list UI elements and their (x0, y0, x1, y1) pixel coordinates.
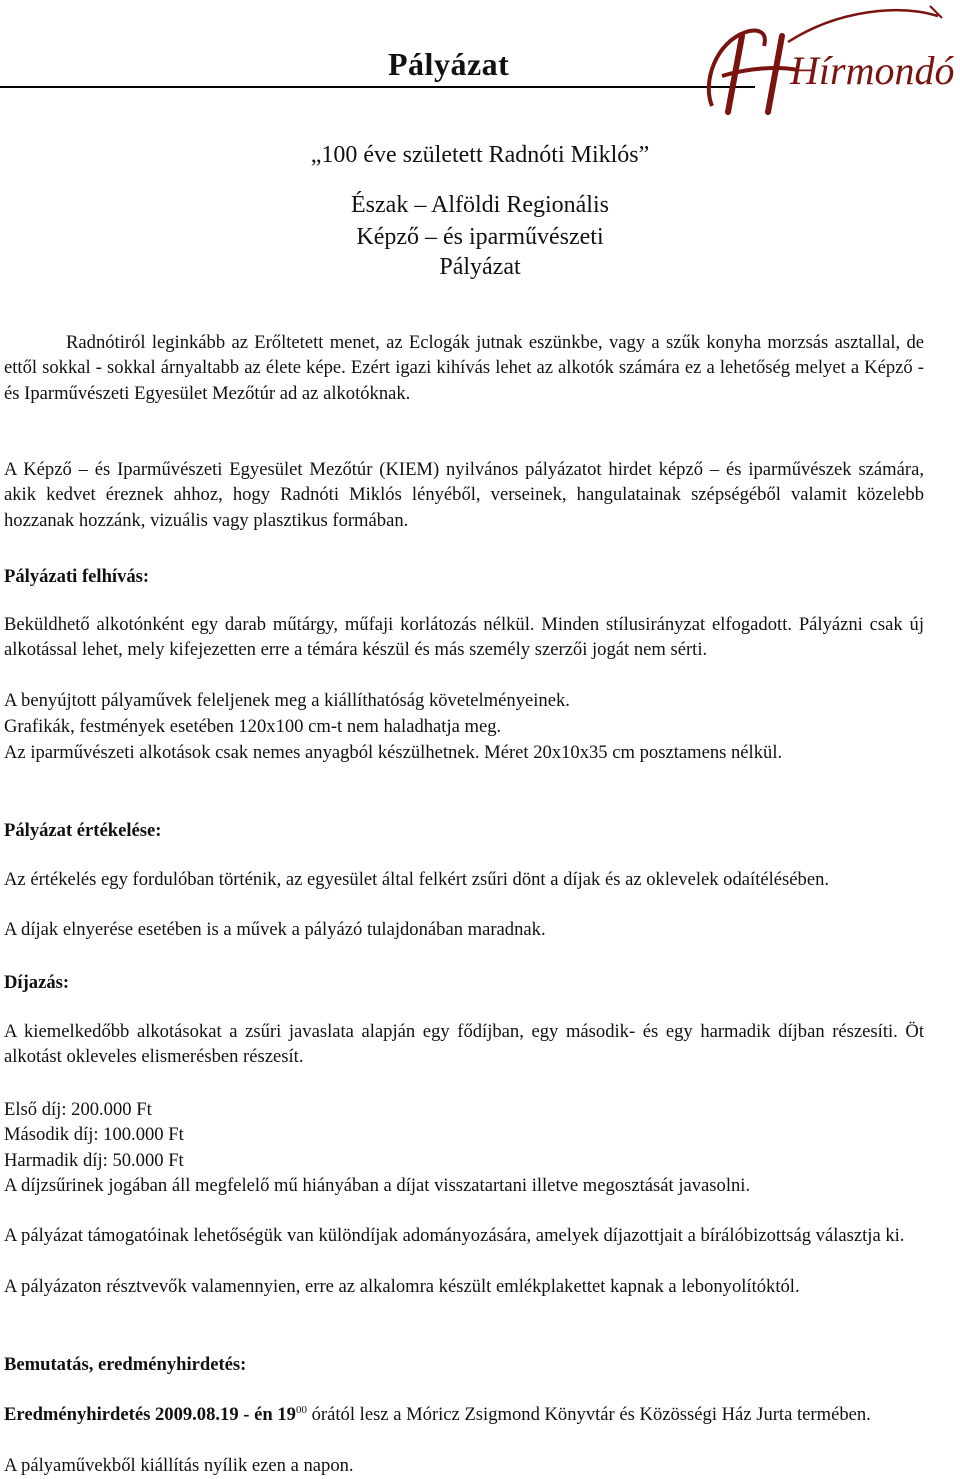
paragraph-requirements: A benyújtott pályaművek feleljenek meg a kiállíthatóság követelményeinek. (4, 690, 570, 711)
paragraph-applied-art: Az iparművészeti alkotások csak nemes anyagból készülhetnek. Méret 20x10x35 cm posztamens nélkül. (4, 742, 783, 763)
heading-call: Pályázati felhívás: (4, 566, 150, 587)
heading-prizes: Díjazás: (4, 972, 70, 993)
result-date-bold: Eredményhirdetés 2009.08.19 - én 19 (4, 1404, 296, 1425)
header-rule (0, 86, 755, 88)
logo-graphic (698, 2, 960, 130)
intro-title-3: Képző – és iparművészeti (356, 224, 604, 250)
intro-title-4: Pályázat (439, 254, 521, 280)
paragraph-prizes: A kiemelkedőbb alkotásokat a zsűri javaslata alapján egy fődíjban, egy második- és egy harmadik díjban részesíti. Öt alkotást okleveles elismerésben részesít. (4, 1021, 924, 1068)
intro-title-1: „100 éve született Radnóti Miklós” (310, 142, 650, 168)
intro-title-2: Észak – Alföldi Regionális (351, 192, 609, 218)
paragraph-call: Beküldhető alkotónként egy darab műtárgy, műfaji korlátozás nélkül. Minden stílusirányzat elfogadott. Pályázni csak új alkotással lehet, mely kifejezetten erre a témára készül és más személy szerzői jogát nem sérti. (4, 614, 924, 661)
prize-third: Harmadik díj: 50.000 Ft (4, 1150, 184, 1171)
result-time-sup: 00 (295, 1403, 307, 1416)
hirmondo-logo (698, 2, 960, 130)
paragraph-jury-rights: A díjzsűrinek jogában áll megfelelő mű hiányában a díjat visszatartani illetve megosztását javasolni. (4, 1175, 751, 1196)
paragraph-intro: Radnótiról leginkább az Erőltetett menet, az Eclogák jutnak eszünkbe, vagy a szűk konyha morzsás asztallal, de ettől sokkal - sokkal árnyaltabb az élete képe. Ezért igazi kihívás lehet az alkotók számára ez a lehetőség melyet a Képző - és Iparművészeti Egyesület Mezőtúr ad az alkotóknak. (4, 332, 924, 404)
paragraph-special-prizes: A pályázat támogatóinak lehetőségük van különdíjak adományozására, amelyek díjazottjait a bírálóbizottság választja ki. (4, 1225, 905, 1246)
page-title: Pályázat (388, 46, 510, 82)
paragraph-result-date (4, 1402, 924, 1427)
heading-results: Bemutatás, eredményhirdetés: (4, 1354, 247, 1375)
result-location: órától lesz a Móricz Zsigmond Könyvtár és Közösségi Ház Jurta termében. (306, 1404, 871, 1425)
paragraph-evaluation: Az értékelés egy fordulóban történik, az egyesület által felkért zsűri dönt a díjak és az oklevelek odaítélésében. (4, 869, 830, 890)
prize-second: Második díj: 100.000 Ft (4, 1124, 184, 1145)
paragraph-ownership: A díjak elnyerése esetében is a művek a pályázó tulajdonában maradnak. (4, 919, 546, 940)
prize-first: Első díj: 200.000 Ft (4, 1099, 152, 1120)
paragraph-plaque: A pályázaton résztvevők valamennyien, erre az alkalomra készült emlékplakettet kapnak a lebonyolítóktól. (4, 1276, 800, 1297)
logo-wordmark: Hírmondó (790, 48, 955, 93)
paragraph-exhibition: A pályaművekből kiállítás nyílik ezen a napon. (4, 1455, 354, 1476)
heading-evaluation: Pályázat értékelése: (4, 820, 162, 841)
paragraph-size-limit: Grafikák, festmények esetében 120x100 cm-t nem haladhatja meg. (4, 716, 502, 737)
paragraph-announcement: A Képző – és Iparművészeti Egyesület Mezőtúr (KIEM) nyilvános pályázatot hirdet képző – és iparművészek számára, akik kedvet éreznek ahhoz, hogy Radnóti Miklós lényéből, verseinek, hangulatainak szépségéből valamit közelebb hozzanak hozzánk, vizuális vagy plasztikus formában. (4, 459, 924, 531)
